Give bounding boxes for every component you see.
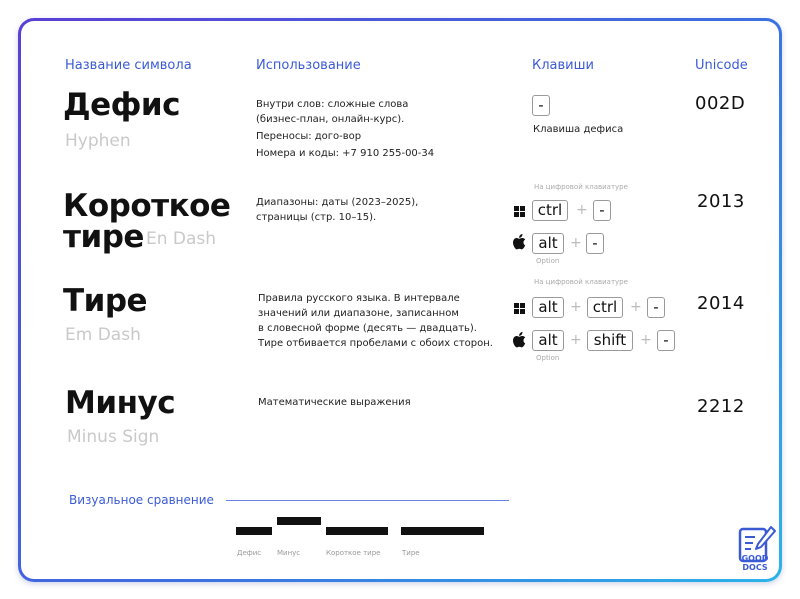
- plus-sign: +: [570, 332, 582, 348]
- endash-name-en: En Dash: [146, 229, 217, 249]
- emdash-sample-bar: [401, 527, 484, 535]
- card-border: [18, 18, 782, 582]
- hyphen-key: -: [532, 95, 550, 116]
- header-keys: Клавиши: [532, 58, 594, 73]
- hyphen-name-ru: Дефис: [63, 87, 180, 123]
- apple-icon: [512, 332, 526, 348]
- endash-code: 2013: [697, 191, 745, 212]
- logo-text: [735, 554, 775, 572]
- usage-line: Внутри слов: сложные слова: [256, 99, 409, 110]
- endash-win-key-ctrl: ctrl: [532, 200, 568, 221]
- endash-sample-bar: [326, 527, 388, 535]
- minus-sample-label: Минус: [277, 549, 301, 557]
- windows-icon: [514, 206, 526, 218]
- endash-win-key-minus: -: [593, 200, 611, 221]
- hyphen-sample-bar: [236, 527, 272, 535]
- endash-mac-key-alt: alt: [532, 233, 564, 254]
- endash-numpad-note: На цифровой клавиатуре: [534, 183, 628, 191]
- usage-line: Математические выражения: [258, 397, 411, 408]
- visual-divider: [226, 500, 509, 501]
- header-name: Название символа: [65, 58, 192, 73]
- minus-code: 2212: [697, 396, 745, 417]
- endash-sample-label: Короткое тире: [326, 549, 381, 557]
- usage-line: Переносы: дого-вор: [256, 131, 362, 142]
- usage-line: страницы (стр. 10–15).: [256, 212, 377, 223]
- minus-sample-bar: [277, 517, 321, 525]
- plus-sign: +: [630, 299, 642, 315]
- endash-name-ru-1: Короткое: [63, 188, 231, 224]
- emdash-mac-key-alt: alt: [532, 330, 564, 351]
- endash-name-ru-2: тире: [63, 219, 144, 255]
- usage-line: Номера и коды: +7 910 255-00-34: [256, 148, 435, 159]
- logo-text-line: DOCS: [742, 563, 768, 572]
- emdash-option-note: Option: [536, 354, 560, 362]
- minus-usage: [258, 395, 411, 410]
- emdash-mac-key-shift: shift: [587, 330, 633, 351]
- plus-sign: +: [570, 235, 582, 251]
- endash-option-note: Option: [536, 257, 560, 265]
- usage-line: в словесной форме (десять — двадцать).: [258, 323, 477, 334]
- endash-mac-key-minus: -: [586, 233, 604, 254]
- emdash-win-key-ctrl: ctrl: [587, 297, 623, 318]
- emdash-win-key-minus: -: [647, 297, 665, 318]
- emdash-mac-key-minus: -: [657, 330, 675, 351]
- minus-name-en: Minus Sign: [67, 427, 160, 447]
- emdash-win-key-alt: alt: [532, 297, 564, 318]
- hyphen-key-label: Клавиша дефиса: [533, 124, 624, 135]
- usage-line: Тире отбивается пробелами с обоих сторон.: [258, 338, 493, 349]
- plus-sign: +: [570, 299, 582, 315]
- usage-line: (бизнес-план, онлайн-курс).: [256, 114, 405, 125]
- emdash-name-ru: Тире: [63, 283, 148, 319]
- emdash-sample-label: Тире: [402, 549, 420, 557]
- logo-text-line: GOOD: [741, 554, 769, 563]
- visual-comparison-title: Визуальное сравнение: [69, 493, 214, 507]
- usage-line: Диапазоны: даты (2023–2025),: [256, 197, 419, 208]
- windows-icon: [514, 303, 526, 315]
- plus-sign: +: [640, 332, 652, 348]
- endash-usage: [256, 195, 418, 225]
- card: [21, 21, 779, 579]
- minus-name-ru: Минус: [65, 385, 176, 421]
- header-usage: Использование: [256, 58, 361, 73]
- hyphen-code: 002D: [695, 93, 746, 114]
- hyphen-usage: [256, 97, 434, 161]
- plus-sign: +: [576, 202, 588, 218]
- emdash-code: 2014: [697, 293, 745, 314]
- apple-icon: [512, 234, 526, 250]
- usage-line: значений или диапазоне, записанном: [258, 308, 459, 319]
- header-unicode: Unicode: [695, 58, 748, 73]
- emdash-usage: [258, 291, 493, 351]
- hyphen-name-en: Hyphen: [65, 131, 131, 151]
- emdash-name-en: Em Dash: [65, 325, 141, 345]
- hyphen-sample-label: Дефис: [237, 549, 262, 557]
- emdash-numpad-note: На цифровой клавиатуре: [534, 278, 628, 286]
- usage-line: Правила русского языка. В интервале: [258, 293, 460, 304]
